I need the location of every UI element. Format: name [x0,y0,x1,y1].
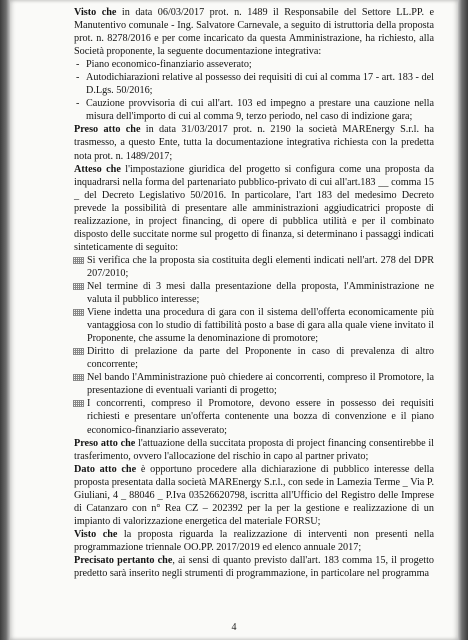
list-item [74,345,434,371]
paragraph-atteso-che [74,163,434,254]
paragraph-text: in data 06/03/2017 prot. n. 1489 il Responsabile del Settore LL.PP. e Manutentivo comunale - Ing. Salvatore Carnevale, a seguito di istruttoria della proposta prot. n. 8278/2016 e per come incaricato da questa Amministrazione, ha richiesto, alla Società proponente, la seguente documentazione integrativa: [74,7,434,58]
procedure-steps-list [74,254,434,437]
bullet-mark-icon [73,309,84,316]
list-item [74,254,434,280]
bullet-mark-icon [73,348,84,355]
paragraph-precisato [74,554,434,580]
list-item-text: Si verifica che la proposta sia costituita degli elementi indicati nell'art. 278 del DPR 207/2010; [87,254,434,279]
list-item: - Cauzione provvisoria di cui all'art. 103 ed impegno a prestare una cauzione nella misura dell'importo di cui al comma 9, terzo periodo, nel caso di indizione gara; [74,97,434,123]
paragraph-label: Atteso che [74,163,121,175]
list-item-text: I concorrenti, compreso il Promotore, devono essere in possesso dei requisiti richiesti e presentare un'offerta contenente una bozza di convenzione e il piano economico-finanziario asseverato; [87,398,434,436]
paragraph-text: l'impostazione giuridica del progetto si configura come una proposta da inquadrarsi nella forma del partenariato pubblico-privato di cui all'art.183 __ comma 15 _ del Decreto Legislativo 50/2016. In particolare, l'art 183 del medesimo Decreto prevede la possibilità di presentare alle amministrazioni aggiudicatrici proposte di realizzazione, in project financing, di opere di pubblica utilità e per il combinato disposto delle succitate norme sul progetto di finanza, si determinano i passaggi indicati sinteticamente di seguito: [74,163,434,253]
bullet-mark-icon [73,400,84,407]
integration-docs-list [74,58,434,123]
paragraph-label: Preso atto che [74,437,136,449]
list-item: - Piano economico-finanziario asseverato; [74,58,434,71]
paragraph-dato-atto [74,463,434,528]
list-item [74,280,434,306]
paragraph-text: , ai sensi di quanto previsto dall'art. 183 comma 15, il progetto predetto sarà inserito negli strumenti di programmazione, in particolare nel programma [74,554,434,580]
list-item-text: Diritto di prelazione da parte del Proponente in caso di prevalenza di altro concorrente; [87,346,434,371]
list-item [74,397,434,436]
paragraph-text: in data 31/03/2017 prot. n. 2190 la società MAREnergy S.r.l. ha trasmesso, a questo Ente, tutta la documentazione integrativa richiesta con la predetta nota prot. n. 1489/2017; [74,124,434,162]
bullet-mark-icon [73,283,84,290]
paragraph-label: Dato atto che [74,463,137,475]
paragraph-label: Precisato pertanto che [74,554,173,566]
paragraph-label: Visto che [74,7,117,18]
paragraph-text: l'attuazione della succitata proposta di project financing consentirebbe il trasferimento, ovvero l'allocazione del rischio in capo al partner privato; [74,437,434,462]
paragraph-text: la proposta riguarda la realizzazione di interventi non presenti nella programmazione triennale OO.PP. 2017/2019 ed elenco annuale 2017; [74,528,434,553]
paragraph-visto-che-2 [74,528,434,554]
list-item: - Autodichiarazioni relative al possesso dei requisiti di cui al comma 17 - art. 183 - del D.Lgs. 50/2016; [74,71,434,97]
paragraph-text: è opportuno procedere alla dichiarazione di pubblico interesse della proposta presentata dalla società MAREnergy S.r.l., con sede in Lamezia Terme _ Via P. Giuliani, 4 _ 88046 _ P.Iva 03526620798, iscritta all'Ufficio del Registro delle Imprese di Catanzaro con n° Rea CZ – 202392 per la per la gestione e realizzazione di un impianto di valorizzazione energetica del materiale FORSU; [74,463,435,527]
list-item-text: Nel termine di 3 mesi dalla presentazione della proposta, l'Amministrazione ne valuta il pubblico interesse; [87,280,434,306]
bullet-mark-icon [73,257,84,264]
document-body [74,6,434,580]
list-item-text: Nel bando l'Amministrazione può chiedere ai concorrenti, compreso il Promotore, la presentazione di eventuali varianti di progetto; [87,372,434,397]
page-number: 4 [231,622,237,633]
bullet-mark-icon [73,374,84,381]
list-item-text: Viene indetta una procedura di gara con il sistema dell'offerta economicamente più vantaggiosa con lo studio di fattibilità posto a base di gara alla quale viene invitato il Proponente, che assume la denominazione di promotore; [87,307,434,345]
paragraph-visto-che [74,6,434,58]
paragraph-label: Visto che [74,528,118,540]
document-page [10,0,458,640]
paragraph-preso-atto [74,123,434,162]
list-item [74,371,434,397]
paragraph-preso-atto-2 [74,437,434,463]
list-item [74,306,434,345]
paragraph-label: Preso atto che [74,124,141,136]
